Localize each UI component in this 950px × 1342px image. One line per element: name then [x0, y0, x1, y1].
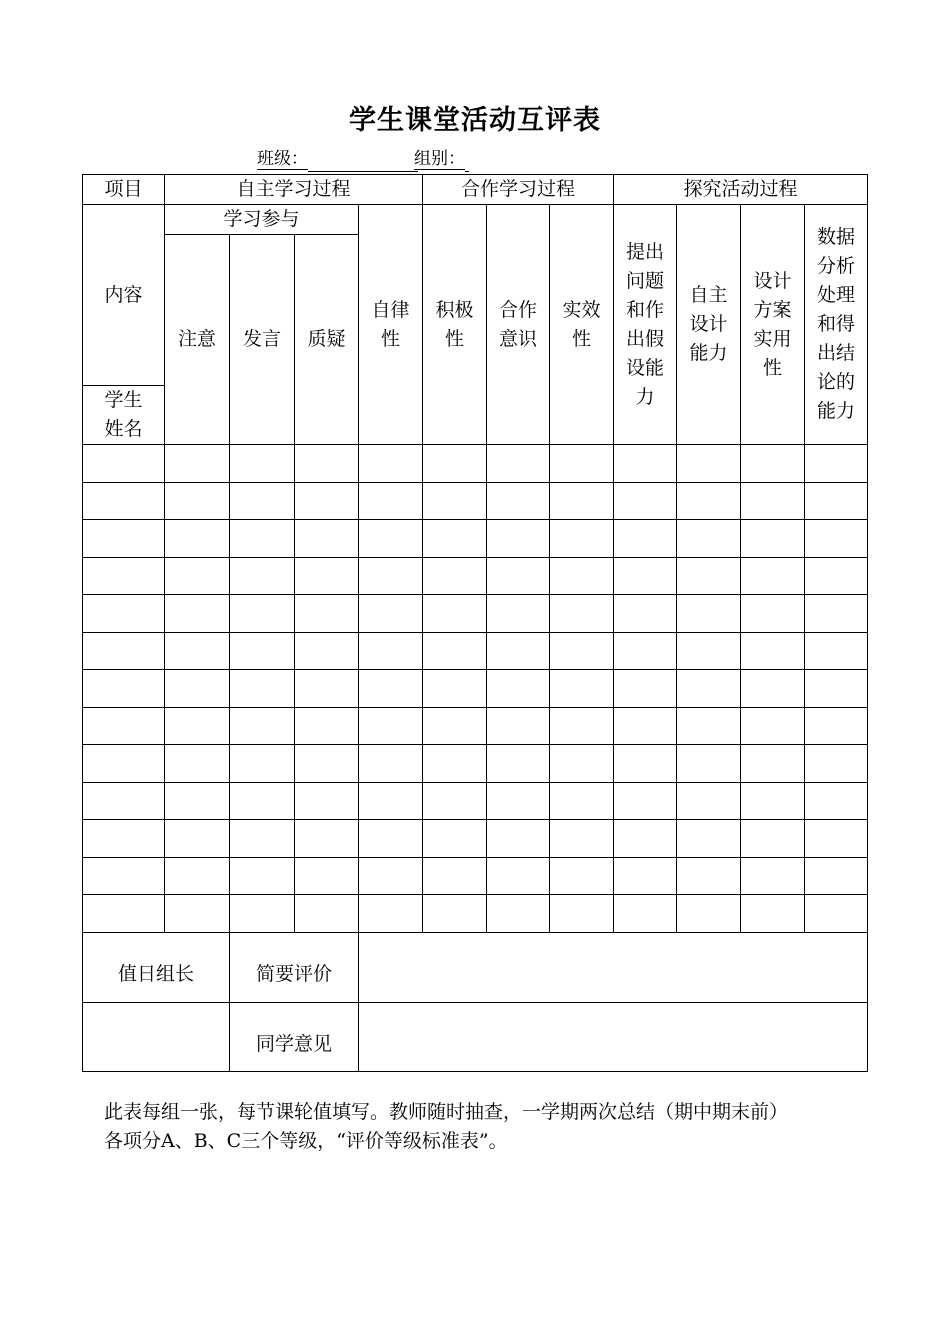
table-cell[interactable] [550, 783, 614, 820]
page-title: 学生课堂活动互评表 [349, 105, 601, 136]
table-row [83, 558, 868, 595]
table-cell[interactable] [423, 520, 487, 558]
table-cell[interactable] [677, 520, 741, 558]
table-cell[interactable] [805, 633, 868, 670]
table-cell[interactable] [550, 708, 614, 745]
table-cell[interactable] [805, 483, 868, 520]
table-cell[interactable] [230, 858, 295, 895]
table-row [83, 595, 868, 633]
table-cell[interactable] [295, 820, 359, 858]
table-cell[interactable] [359, 595, 423, 633]
self-study-header: 自主学习过程 [165, 175, 423, 205]
table-cell[interactable] [83, 520, 165, 558]
table-cell[interactable] [614, 783, 677, 820]
table-cell[interactable] [83, 595, 165, 633]
table-cell[interactable] [550, 520, 614, 558]
table-cell[interactable] [550, 858, 614, 895]
table-cell[interactable] [83, 445, 165, 483]
table-cell[interactable] [165, 520, 230, 558]
table-cell[interactable] [805, 595, 868, 633]
table-cell[interactable] [165, 858, 230, 895]
table-cell[interactable] [83, 670, 165, 708]
table-cell[interactable] [295, 670, 359, 708]
brief-eval-label: 简要评价 [255, 963, 332, 985]
coop-awareness-header [487, 205, 550, 445]
table-cell[interactable] [677, 895, 741, 933]
table-cell[interactable] [230, 483, 295, 520]
table-cell[interactable] [165, 483, 230, 520]
peer-opinion-cell [230, 1003, 359, 1072]
table-cell[interactable] [359, 558, 423, 595]
peer-opinion-label: 同学意见 [255, 1032, 332, 1055]
table-cell[interactable] [805, 895, 868, 933]
table-cell[interactable] [805, 670, 868, 708]
table-cell[interactable] [677, 595, 741, 633]
group-blank[interactable] [465, 151, 469, 172]
table-cell[interactable] [677, 483, 741, 520]
table-cell[interactable] [295, 633, 359, 670]
table-cell[interactable] [487, 708, 550, 745]
table-cell[interactable] [487, 595, 550, 633]
table-cell[interactable] [487, 445, 550, 483]
table-cell[interactable] [230, 783, 295, 820]
initiative-header [423, 205, 487, 445]
table-cell[interactable] [295, 595, 359, 633]
table-cell[interactable] [295, 783, 359, 820]
table-cell[interactable] [165, 708, 230, 745]
class-blank[interactable] [308, 151, 418, 172]
content-header [83, 205, 165, 386]
content-label: 内容 [104, 284, 143, 306]
effectiveness-header [550, 205, 614, 445]
duty-leader-cell [83, 933, 230, 1003]
table-cell[interactable] [487, 633, 550, 670]
table-cell[interactable] [741, 595, 805, 633]
table-cell[interactable] [614, 558, 677, 595]
table-cell[interactable] [550, 745, 614, 783]
table-cell[interactable] [83, 558, 165, 595]
hypothesis-header [614, 205, 677, 445]
notes [104, 1098, 788, 1156]
table-cell[interactable] [487, 858, 550, 895]
questioning-header: 质疑 [295, 235, 359, 445]
table-cell[interactable] [230, 895, 295, 933]
table-cell[interactable] [805, 820, 868, 858]
hypothesis-label: 提出问题和作出假设能力 [626, 240, 665, 408]
table-row [83, 633, 868, 670]
table-cell[interactable] [359, 670, 423, 708]
table-cell[interactable] [423, 483, 487, 520]
evaluation-table [82, 174, 868, 1072]
table-cell[interactable] [614, 595, 677, 633]
table-cell[interactable] [230, 670, 295, 708]
item-header: 项目 [83, 175, 165, 205]
data-analysis-label: 数据分析处理和得出结论的能力 [817, 226, 856, 422]
table-cell[interactable] [741, 895, 805, 933]
table-cell[interactable] [230, 708, 295, 745]
table-cell[interactable] [230, 595, 295, 633]
table-cell[interactable] [165, 445, 230, 483]
table-cell[interactable] [165, 783, 230, 820]
table-cell[interactable] [614, 445, 677, 483]
table-cell[interactable] [487, 558, 550, 595]
table-cell[interactable] [165, 670, 230, 708]
table-cell[interactable] [359, 445, 423, 483]
self-design-label: 自主设计能力 [689, 284, 728, 364]
table-row [83, 895, 868, 933]
peer-opinion-input[interactable] [359, 1003, 868, 1072]
coop-awareness-label: 合作意识 [499, 298, 538, 350]
table-cell[interactable] [487, 745, 550, 783]
table-cell[interactable] [423, 670, 487, 708]
table-cell[interactable] [550, 558, 614, 595]
table-cell[interactable] [423, 745, 487, 783]
table-row [83, 858, 868, 895]
table-cell[interactable] [359, 520, 423, 558]
table-cell[interactable] [805, 783, 868, 820]
table-cell[interactable] [614, 745, 677, 783]
header-row-2 [83, 205, 868, 235]
self-discipline-label: 自律性 [371, 298, 410, 350]
table-cell[interactable] [741, 558, 805, 595]
attention-header: 注意 [165, 235, 230, 445]
table-cell[interactable] [741, 633, 805, 670]
note-line-1: 此表每组一张，每节课轮值填写。教师随时抽查，一学期两次总结（期中期末前） [104, 1101, 789, 1123]
table-cell[interactable] [83, 483, 165, 520]
table-cell[interactable] [230, 633, 295, 670]
cooperation-header: 合作学习过程 [423, 175, 614, 205]
table-cell[interactable] [677, 633, 741, 670]
table-cell[interactable] [165, 895, 230, 933]
table-cell[interactable] [805, 858, 868, 895]
table-cell[interactable] [295, 445, 359, 483]
table-cell[interactable] [677, 858, 741, 895]
table-cell[interactable] [83, 745, 165, 783]
table-cell[interactable] [741, 820, 805, 858]
summary-row [83, 933, 868, 1003]
table-cell[interactable] [83, 708, 165, 745]
table-cell[interactable] [165, 558, 230, 595]
table-cell[interactable] [423, 558, 487, 595]
table-cell[interactable] [359, 708, 423, 745]
table-cell[interactable] [677, 445, 741, 483]
table-cell[interactable] [550, 483, 614, 520]
table-row [83, 520, 868, 558]
table-cell[interactable] [230, 445, 295, 483]
table-cell[interactable] [295, 708, 359, 745]
table-cell[interactable] [359, 745, 423, 783]
table-cell[interactable] [741, 520, 805, 558]
table-cell[interactable] [359, 633, 423, 670]
table-cell[interactable] [423, 595, 487, 633]
table-cell[interactable] [805, 745, 868, 783]
table-cell[interactable] [677, 708, 741, 745]
table-row [83, 820, 868, 858]
table-cell[interactable] [741, 708, 805, 745]
table-cell[interactable] [741, 745, 805, 783]
table-row [83, 670, 868, 708]
table-cell[interactable] [677, 745, 741, 783]
table-row [83, 745, 868, 783]
table-cell[interactable] [359, 483, 423, 520]
table-cell[interactable] [359, 858, 423, 895]
table-cell[interactable] [165, 745, 230, 783]
table-cell[interactable] [423, 783, 487, 820]
student-name-header [83, 386, 165, 445]
table-cell[interactable] [805, 558, 868, 595]
student-name-label: 学生姓名 [104, 389, 143, 440]
table-cell[interactable] [741, 783, 805, 820]
table-cell[interactable] [83, 783, 165, 820]
table-cell[interactable] [805, 520, 868, 558]
table-cell[interactable] [295, 558, 359, 595]
table-cell[interactable] [295, 895, 359, 933]
table-cell[interactable] [230, 745, 295, 783]
header-row-1 [83, 175, 868, 205]
class-field [257, 147, 418, 172]
table-cell[interactable] [423, 445, 487, 483]
brief-eval-input[interactable] [359, 933, 868, 1003]
table-cell[interactable] [614, 820, 677, 858]
table-cell[interactable] [83, 820, 165, 858]
table-cell[interactable] [230, 820, 295, 858]
table-cell[interactable] [741, 483, 805, 520]
table-cell[interactable] [741, 670, 805, 708]
table-cell[interactable] [550, 820, 614, 858]
table-cell[interactable] [614, 895, 677, 933]
table-cell[interactable] [230, 558, 295, 595]
table-cell[interactable] [550, 670, 614, 708]
self-discipline-header [359, 205, 423, 445]
table-cell[interactable] [230, 520, 295, 558]
group-field [414, 147, 469, 172]
table-cell[interactable] [359, 783, 423, 820]
table-cell[interactable] [487, 483, 550, 520]
table-cell[interactable] [165, 595, 230, 633]
table-cell[interactable] [487, 783, 550, 820]
table-cell[interactable] [295, 520, 359, 558]
table-cell[interactable] [614, 670, 677, 708]
table-cell[interactable] [423, 633, 487, 670]
table-cell[interactable] [741, 445, 805, 483]
table-cell[interactable] [423, 708, 487, 745]
table-cell[interactable] [614, 633, 677, 670]
table-cell[interactable] [550, 895, 614, 933]
table-cell[interactable] [295, 745, 359, 783]
duty-leader-label: 值日组长 [117, 963, 194, 985]
table-cell[interactable] [359, 820, 423, 858]
table-row [83, 708, 868, 745]
table-cell[interactable] [805, 445, 868, 483]
table-cell[interactable] [614, 708, 677, 745]
table-row [83, 445, 868, 483]
table-cell[interactable] [83, 858, 165, 895]
table-cell[interactable] [614, 520, 677, 558]
table-cell[interactable] [741, 858, 805, 895]
table-cell[interactable] [677, 820, 741, 858]
table-row [83, 783, 868, 820]
table-cell[interactable] [83, 633, 165, 670]
table-cell[interactable] [423, 820, 487, 858]
table-cell[interactable] [487, 895, 550, 933]
table-cell[interactable] [295, 483, 359, 520]
group-label: 组别： [414, 149, 465, 169]
inquiry-header: 探究活动过程 [614, 175, 868, 205]
participation-header: 学习参与 [165, 205, 359, 235]
speaking-header: 发言 [230, 235, 295, 445]
design-practical-header [741, 205, 805, 445]
duty-leader-blank[interactable] [83, 1003, 230, 1072]
table-cell[interactable] [83, 895, 165, 933]
table-cell[interactable] [165, 820, 230, 858]
table-cell[interactable] [295, 858, 359, 895]
opinion-row [83, 1003, 868, 1072]
table-cell[interactable] [614, 483, 677, 520]
table-cell[interactable] [359, 895, 423, 933]
brief-eval-cell [230, 933, 359, 1003]
data-analysis-header [805, 205, 868, 445]
table-cell[interactable] [487, 520, 550, 558]
self-design-header [677, 205, 741, 445]
table-cell[interactable] [550, 445, 614, 483]
effectiveness-label: 实效性 [562, 298, 601, 350]
table-cell[interactable] [423, 895, 487, 933]
table-cell[interactable] [487, 670, 550, 708]
table-cell[interactable] [677, 558, 741, 595]
class-label: 班级： [257, 149, 308, 169]
table-cell[interactable] [165, 633, 230, 670]
table-cell[interactable] [550, 633, 614, 670]
table-cell[interactable] [677, 783, 741, 820]
table-cell[interactable] [550, 595, 614, 633]
table-cell[interactable] [614, 858, 677, 895]
table-cell[interactable] [805, 708, 868, 745]
note-line-2: 各项分A、B、C三个等级，“评价等级标准表”。 [104, 1130, 508, 1152]
table-cell[interactable] [677, 670, 741, 708]
table-cell[interactable] [487, 820, 550, 858]
initiative-label: 积极性 [435, 298, 474, 350]
table-row [83, 483, 868, 520]
table-cell[interactable] [423, 858, 487, 895]
design-practical-label: 设计方案实用性 [753, 269, 792, 379]
